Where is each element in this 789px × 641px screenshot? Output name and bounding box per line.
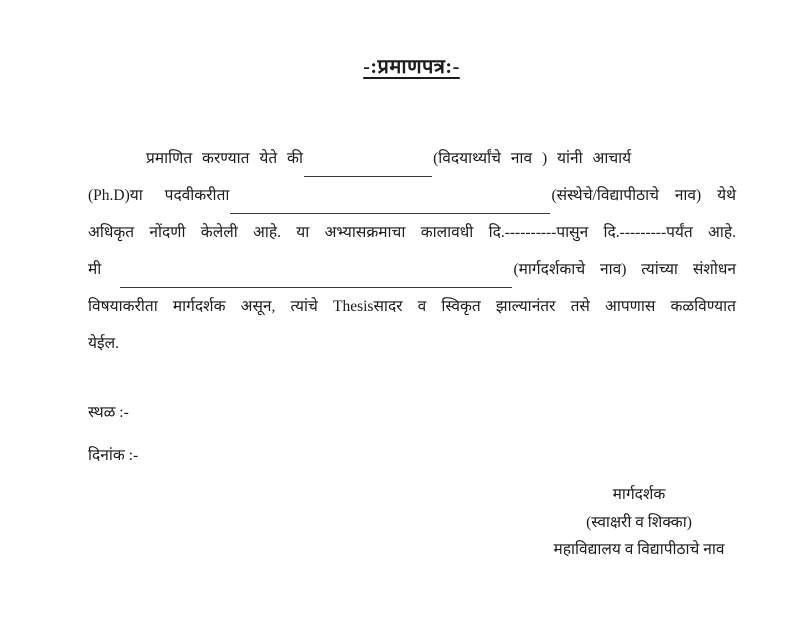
line4-trail-text: (मार्गदर्शकाचे नाव) त्यांच्या संशोधन <box>513 261 736 278</box>
guide-name-blank <box>120 258 512 288</box>
body-line-2 <box>88 177 736 214</box>
date-label: दिनांक :- <box>88 447 139 464</box>
line4-lead-text: मी <box>88 261 102 278</box>
institute-name-blank <box>230 184 550 214</box>
line1-lead-text: प्रमाणित करण्यात येते की <box>146 150 303 167</box>
signature-institution-label: महाविद्यालय व विद्यापीठाचे नाव <box>553 541 725 558</box>
line1-trail-text: (विदयार्थ्यांचे नाव ) यांनी आचार्य <box>433 150 632 167</box>
signature-seal-label: (स्वाक्षरी व शिक्का) <box>586 513 692 531</box>
body-line-4 <box>88 251 736 288</box>
line2-trail-text: (संस्थेचे/विद्यापीठाचे नाव) येथे <box>551 187 736 204</box>
certificate-body <box>88 140 736 362</box>
line3-text: अधिकृत नोंदणी केलेली आहे. या अभ्यासक्रमाचा कालावधी दि.----------पासुन दि.---------पर्यंत आहे. <box>88 224 736 241</box>
signature-block <box>498 481 780 564</box>
line2-lead-text: (Ph.D)या पदवीकरीता <box>88 187 230 204</box>
body-line-5 <box>88 288 736 325</box>
body-line-3 <box>88 214 736 251</box>
place-date-block <box>88 403 138 489</box>
body-line-1 <box>88 140 736 177</box>
signature-role-label: मार्गदर्शक <box>612 486 666 503</box>
student-name-blank <box>304 147 432 177</box>
page-title: -:प्रमाणपत्र:- <box>363 56 460 78</box>
line6-text: येईल. <box>88 335 119 352</box>
place-label: स्थळ :- <box>88 404 129 421</box>
body-line-6 <box>88 325 736 362</box>
title-row <box>0 52 789 79</box>
line5-text: विषयाकरीता मार्गदर्शक असून, त्यांचे Thesisसादर व स्विकृत झाल्यानंतर तसे आपणास कळविण्यात <box>88 298 736 315</box>
